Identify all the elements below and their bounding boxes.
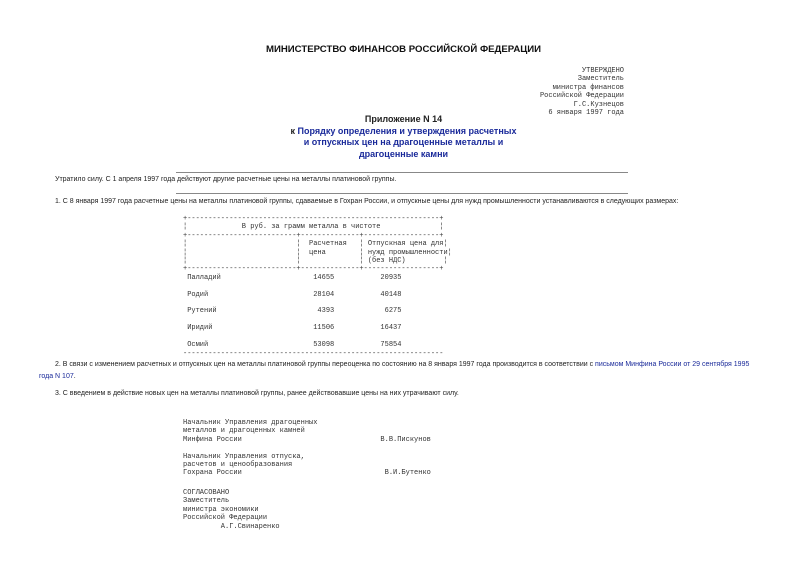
agreed-line: министра экономики (183, 505, 259, 514)
price-table-line: Иридий 11506 16437 (183, 324, 402, 333)
agreed-line: А.Г.Свинаренко (183, 522, 280, 531)
appendix-order-link[interactable]: Порядку определения и утверждения расчетных (297, 125, 517, 136)
appendix-heading (0, 114, 807, 160)
price-table-line: ¦ ¦ Расчетная ¦ Отпускная цена для¦ (183, 240, 448, 249)
paragraph-1: 1. С 8 января 1997 года расчетные цены на металлы платиновой группы, сдаваемые в Гохран России, и отпускные цены для нужд промышленности устанавливаются в следующих размерах: (55, 198, 679, 205)
price-table-line: Осмий 53098 75854 (183, 341, 402, 350)
signature-line: металлов и драгоценных камней (183, 427, 305, 436)
approval-line: 6 января 1997 года (548, 109, 624, 118)
signature-line: расчетов и ценообразования (183, 461, 293, 470)
agreed-block (183, 489, 280, 531)
paragraph-2-text: 2. В связи с изменением расчетных и отпускных цен на металлы платиновой группы переоценка по состоянию на 8 января 1997 года производится в соответствии с (55, 361, 596, 368)
price-table-line: Палладий 14655 20935 (183, 273, 402, 282)
price-table-line (183, 333, 452, 341)
price-table-line (183, 282, 452, 290)
agreed-line: Заместитель (183, 497, 230, 506)
minfin-letter-link[interactable]: письмом Минфина России от 29 сентября 1995 (595, 361, 750, 368)
price-table-line: Рутений 4393 6275 (183, 307, 402, 316)
signatures-block (183, 419, 431, 478)
agreed-line: СОГЛАСОВАНО (183, 489, 230, 497)
price-table-line: Родий 28104 40148 (183, 290, 402, 299)
approval-line: министра финансов (552, 83, 624, 92)
appendix-link-line (0, 126, 807, 138)
appendix-order-link-cont[interactable]: драгоценные камни (358, 148, 449, 159)
signature-line (183, 444, 431, 452)
paragraph-3: 3. С введением в действие новых цен на металлы платиновой группы, ранее действовавшие цены на них утрачивают силу. (55, 390, 459, 397)
appendix-order-link-cont[interactable]: и отпускных цен на драгоценные металлы и (303, 137, 504, 147)
divider (176, 193, 628, 194)
approval-line: Российской Федерации (539, 92, 624, 101)
appendix-prefix: к (290, 125, 298, 136)
price-table-line: +--------------------------+--------------+------------------+ (183, 231, 444, 240)
signature-line: Начальник Управления отпуска, (183, 452, 305, 461)
agreed-line: Российской Федерации (183, 514, 268, 523)
price-table (183, 215, 452, 358)
price-table-line: ¦ ¦ ¦ (без НДС) ¦ (183, 257, 448, 266)
approval-line: УТВЕРЖДЕНО (581, 67, 624, 75)
price-table-line: +--------------------------+--------------+------------------+ (183, 265, 444, 274)
signature-line: Начальник Управления драгоценных (183, 419, 318, 427)
minfin-letter-link-cont[interactable]: года N 107 (39, 372, 74, 380)
approval-stamp (540, 67, 624, 117)
signature-line: Гохрана России В.И.Бутенко (183, 469, 431, 478)
price-table-line: -------------------------------------------------------------- (183, 349, 444, 358)
signature-line: Минфина России В.В.Пискунов (183, 435, 431, 444)
approval-line: Заместитель (577, 75, 624, 84)
repealed-notice: Утратило силу. С 1 апреля 1997 года действуют другие расчетные цены на металлы платиновой группы. (55, 176, 397, 183)
price-table-line: +------------------------------------------------------------+ (183, 215, 444, 223)
approval-line: Г.С.Кузнецов (573, 100, 624, 109)
paragraph-2 (39, 359, 779, 382)
price-table-line: ¦ В руб. за грамм металла в чистоте ¦ (183, 223, 444, 232)
price-table-line: ¦ ¦ цена ¦ нужд промышленности¦ (183, 248, 452, 257)
ministry-title: МИНИСТЕРСТВО ФИНАНСОВ РОССИЙСКОЙ ФЕДЕРАЦИИ (265, 44, 542, 55)
paragraph-2-end: . (73, 372, 76, 380)
appendix-title: Приложение N 14 (364, 114, 443, 124)
divider (176, 172, 628, 173)
